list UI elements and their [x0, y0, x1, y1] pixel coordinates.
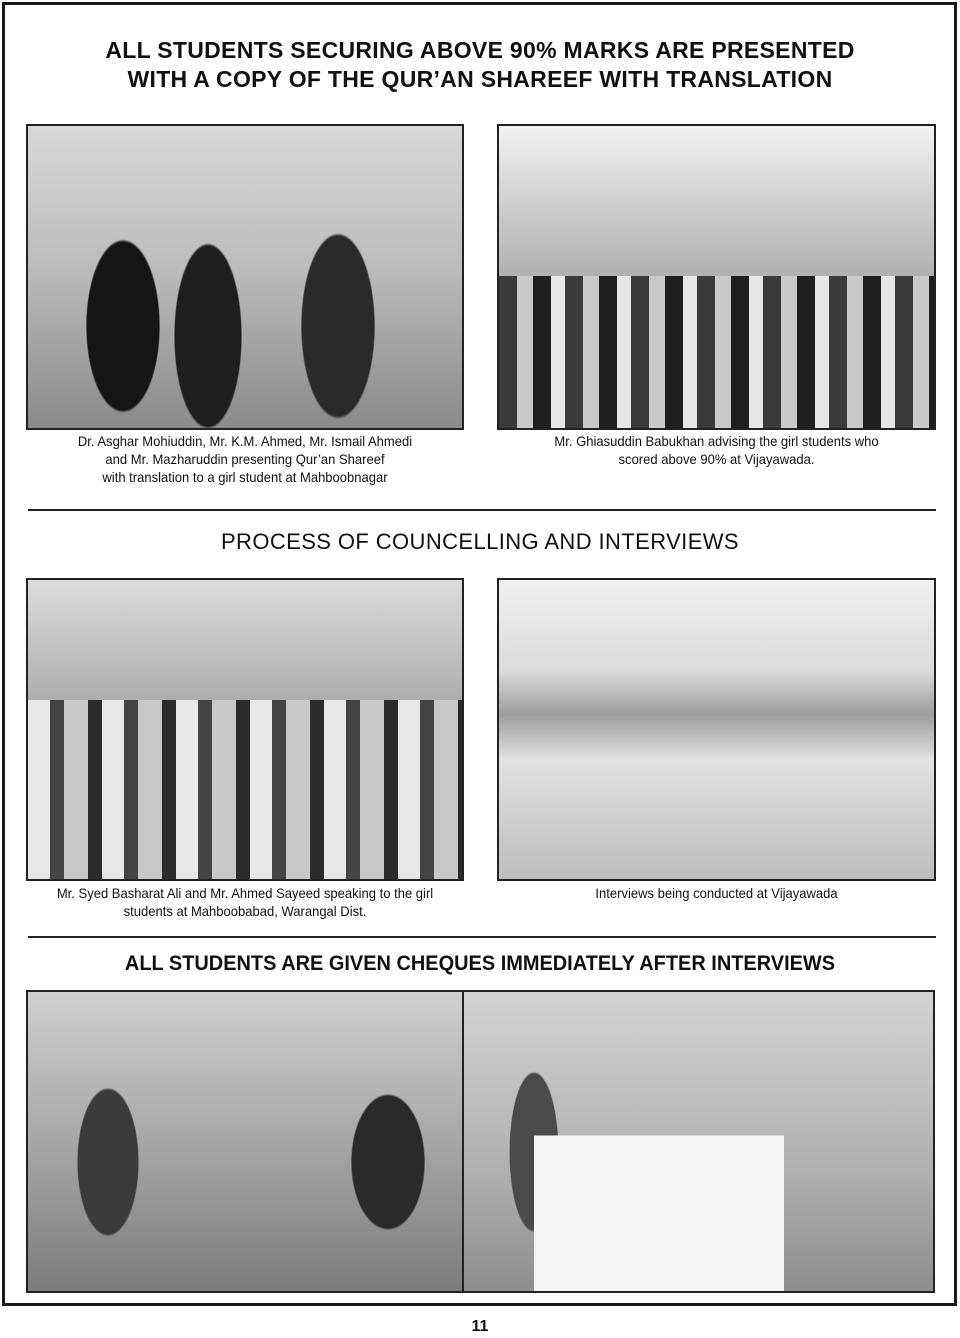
caption-line: Dr. Asghar Mohiuddin, Mr. K.M. Ahmed, Mr. Ismail Ahmedi	[77, 433, 413, 449]
section-heading-cheques: ALL STUDENTS ARE GIVEN CHEQUES IMMEDIATELY AFTER INTERVIEWS	[124, 952, 836, 975]
caption-line: Interviews being conducted at Vijayawada	[595, 885, 838, 901]
caption-line: Mr. Syed Basharat Ali and Mr. Ahmed Sayeed speaking to the girl	[56, 885, 434, 901]
page-number: 11	[471, 1318, 489, 1335]
section-heading-counselling: PROCESS OF COUNCELLING AND INTERVIEWS	[220, 529, 740, 554]
caption-line: with translation to a girl student at Mahboobnagar	[102, 469, 388, 485]
photo-vijayawada-interviews	[497, 578, 936, 881]
photo-vijayawada-advising	[497, 124, 936, 430]
heading-line: ALL STUDENTS SECURING ABOVE 90% MARKS ARE PRESENTED	[105, 37, 855, 63]
caption-line: Mr. Ghiasuddin Babukhan advising the girl students who	[554, 433, 879, 449]
section-heading-quran	[0, 36, 960, 94]
photo-cheque-desk	[462, 990, 935, 1293]
photo-mahboobnagar-presentation	[26, 124, 464, 430]
caption-line: students at Mahboobabad, Warangal Dist.	[123, 903, 367, 919]
heading-line: WITH A COPY OF THE QUR’AN SHAREEF WITH TRANSLATION	[127, 66, 833, 92]
photo-cheque-handover	[26, 990, 464, 1293]
photo-caption	[41, 432, 448, 486]
photo-mahboobabad-speaking	[26, 578, 464, 881]
caption-line: and Mr. Mazharuddin presenting Qur’an Shareef	[105, 451, 385, 467]
caption-line: scored above 90% at Vijayawada.	[618, 451, 815, 467]
divider	[28, 509, 936, 511]
photo-caption	[512, 884, 920, 902]
photo-caption	[512, 432, 920, 468]
divider	[28, 936, 936, 938]
photo-caption	[41, 884, 448, 920]
